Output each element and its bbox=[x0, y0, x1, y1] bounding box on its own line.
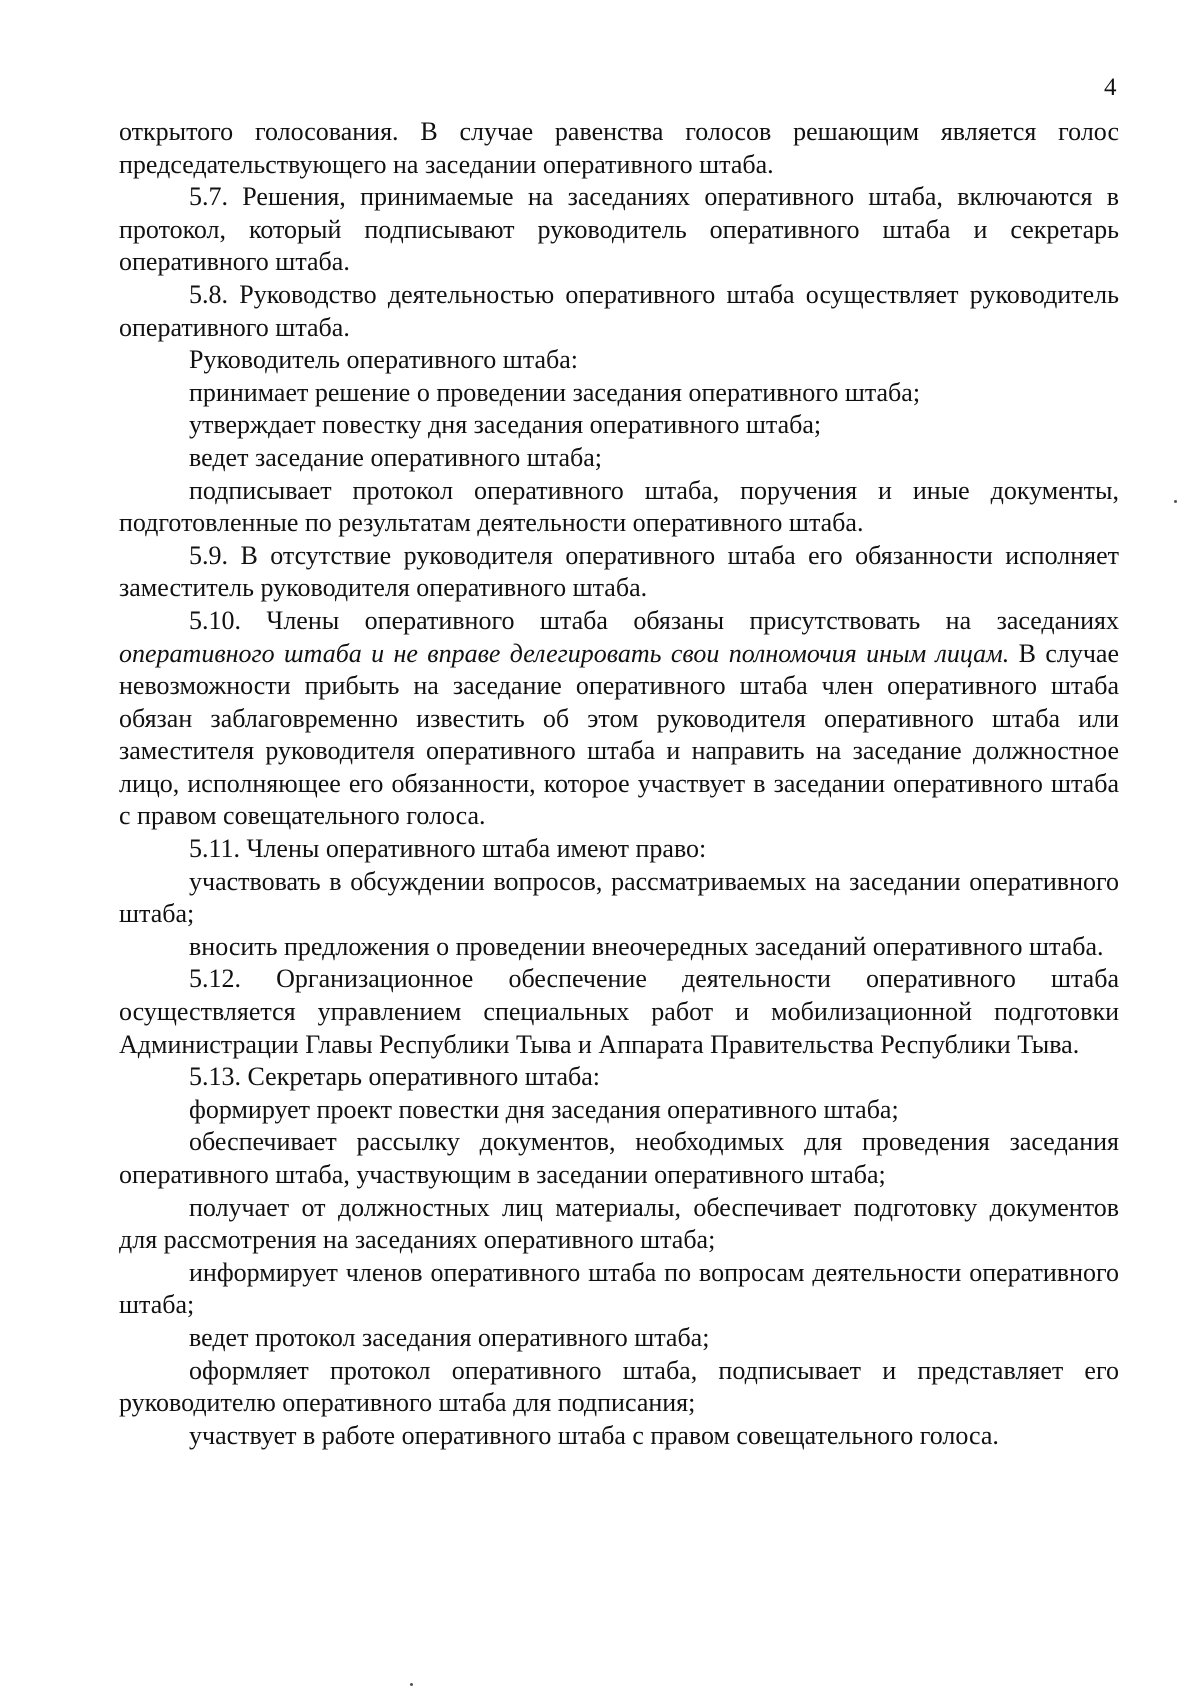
scan-speck bbox=[410, 1683, 413, 1686]
list-item-secretary-duty: ведет протокол заседания оперативного штаба; bbox=[189, 1322, 710, 1352]
paragraph-head-duties-intro: Руководитель оперативного штаба: bbox=[189, 345, 579, 375]
paragraph-5-8: 5.8. Руководство деятельностью оперативного штаба осуществляет руководитель оперативного штаба. bbox=[119, 279, 1119, 342]
list-item-secretary-duty: участвует в работе оперативного штаба с правом совещательного голоса. bbox=[189, 1420, 999, 1450]
list-item-secretary-duty: получает от должностных лиц материалы, обеспечивает подготовку документов для рассмотрения на заседаниях оперативного штаба; bbox=[119, 1192, 1119, 1255]
paragraph-5-7: 5.7. Решения, принимаемые на заседаниях оперативного штаба, включаются в протокол, который подписывают руководитель оперативного штаба и секретарь оперативного штаба. bbox=[119, 182, 1119, 277]
list-item-head-duty: утверждает повестку дня заседания оперативного штаба; bbox=[189, 410, 822, 440]
paragraph-voting-continuation: открытого голосования. В случае равенства голосов решающим является голос председательствующего на заседании оперативного штаба. bbox=[119, 117, 1119, 179]
list-item-member-right: участвовать в обсуждении вопросов, рассматриваемых на заседании оперативного штаба; bbox=[119, 866, 1119, 929]
paragraph-5-13: 5.13. Секретарь оперативного штаба: bbox=[189, 1062, 600, 1092]
list-item-secretary-duty: обеспечивает рассылку документов, необходимых для проведения заседания оперативного штаба, участвующим в заседании оперативного штаба; bbox=[119, 1127, 1119, 1189]
scan-speck bbox=[1174, 500, 1177, 503]
list-item-member-right: вносить предложения о проведении внеочередных заседаний оперативного штаба. bbox=[189, 931, 1104, 961]
list-item-head-duty: ведет заседание оперативного штаба; bbox=[189, 442, 602, 472]
paragraph-5-9: 5.9. В отсутствие руководителя оперативного штаба его обязанности исполняет заместитель руководителя оперативного штаба. bbox=[119, 540, 1119, 603]
list-item-head-duty: принимает решение о проведении заседания оперативного штаба; bbox=[189, 377, 921, 407]
page-number: 4 bbox=[1104, 74, 1117, 101]
document-body bbox=[119, 116, 1119, 1452]
list-item-secretary-duty: оформляет протокол оперативного штаба, подписывает и представляет его руководителю оперативного штаба для подписания; bbox=[119, 1355, 1119, 1418]
paragraph-5-11: 5.11. Члены оперативного штаба имеют право: bbox=[189, 834, 707, 864]
paragraph-5-10 bbox=[119, 605, 1119, 833]
list-item-secretary-duty: информирует членов оперативного штаба по вопросам деятельности оперативного штаба; bbox=[119, 1257, 1119, 1320]
paragraph-5-10-part-1: 5.10. Члены оперативного штаба обязаны присутствовать на заседаниях bbox=[189, 605, 1119, 635]
paragraph-5-10-part-2: В случае невозможности прибыть на заседание оперативного штаба член оперативного штаба обязан заблаговременно известить об этом руководителя оперативного штаба или заместителя руководителя оперативного штаба и направить на заседание должностное лицо, исполняющее его обязанности, которое участвует в заседании оперативного штаба с правом совещательного голоса. bbox=[119, 638, 1120, 831]
paragraph-5-10-italic-part: оперативного штаба и не вправе делегировать свои полномочия иным лицам. bbox=[119, 638, 1010, 668]
paragraph-5-12: 5.12. Организационное обеспечение деятельности оперативного штаба осуществляется управлением специальных работ и мобилизационной подготовки Администрации Главы Республики Тыва и Аппарата Правительства Республики Тыва. bbox=[119, 964, 1119, 1059]
list-item-head-duty: подписывает протокол оперативного штаба, поручения и иные документы, подготовленные по результатам деятельности оперативного штаба. bbox=[119, 475, 1119, 538]
list-item-secretary-duty: формирует проект повестки дня заседания оперативного штаба; bbox=[189, 1094, 899, 1124]
